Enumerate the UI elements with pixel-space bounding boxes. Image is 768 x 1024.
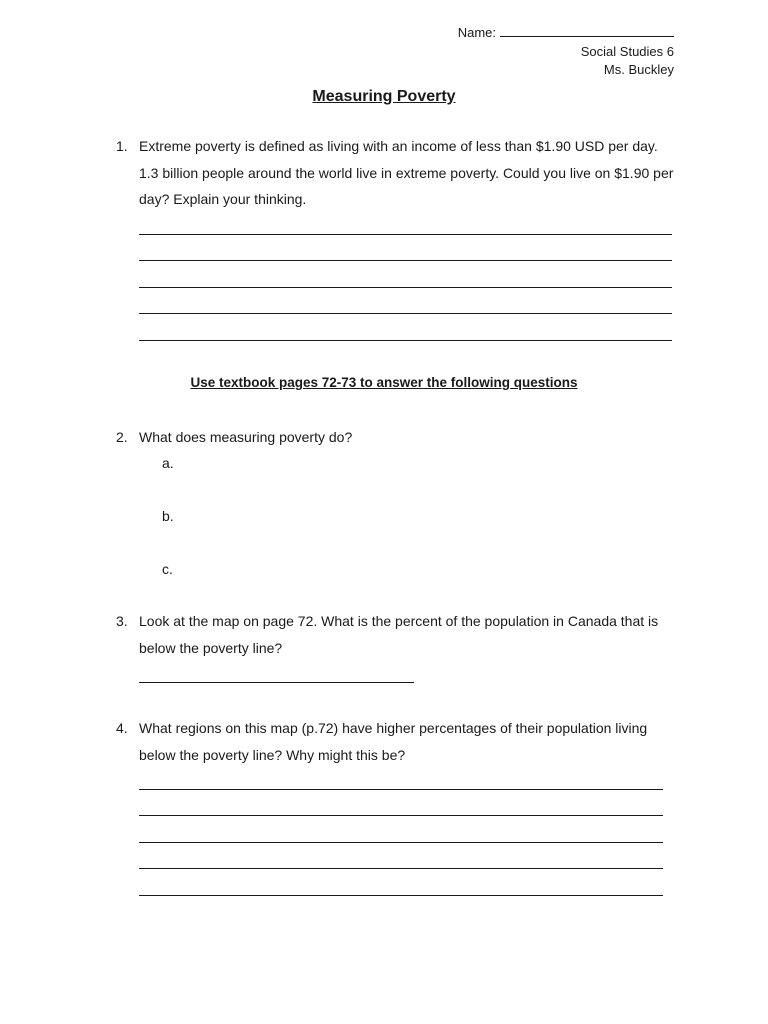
header-block (458, 24, 674, 80)
answer-line[interactable] (139, 208, 672, 235)
sub-item-b: b. (162, 508, 174, 524)
question-text: Look at the map on page 72. What is the percent of the population in Canada that is below the poverty line? (139, 613, 659, 656)
question-number: 2. (116, 429, 128, 445)
name-blank[interactable] (500, 24, 674, 37)
answer-line[interactable] (139, 235, 672, 262)
course-label: Social Studies 6 (580, 43, 674, 59)
question-2 (116, 424, 676, 451)
sub-item-c: c. (162, 561, 173, 577)
answer-line[interactable] (139, 843, 663, 870)
question-3 (116, 608, 676, 661)
answer-line[interactable] (139, 816, 663, 843)
teacher-label: Ms. Buckley (603, 62, 674, 77)
answer-line[interactable] (139, 869, 663, 896)
question-text: What regions on this map (p.72) have higher percentages of their population living below the poverty line? Why might this be? (139, 720, 648, 763)
question-text: What does measuring poverty do? (139, 429, 353, 445)
answer-line[interactable] (139, 763, 663, 790)
name-label: Name: (457, 25, 496, 40)
answer-line[interactable] (139, 261, 672, 288)
answer-line[interactable] (139, 656, 414, 683)
answer-line[interactable] (139, 790, 663, 817)
instruction-text: Use textbook pages 72-73 to answer the following questions (190, 375, 578, 390)
page-title: Measuring Poverty (312, 88, 456, 105)
sub-item-a: a. (162, 455, 174, 471)
answer-line[interactable] (139, 288, 672, 315)
question-number: 3. (116, 613, 128, 629)
answer-lines-q3 (139, 656, 414, 683)
name-row (458, 24, 674, 43)
question-number: 4. (116, 720, 128, 736)
answer-lines-q1 (139, 208, 672, 341)
question-text: Extreme poverty is defined as living with an income of less than $1.90 USD per day. 1.3 billion people around the world live in extreme poverty. Could you live on $1.90 per day? Explain your thinking. (139, 138, 674, 207)
answer-line[interactable] (139, 314, 672, 341)
answer-lines-q4 (139, 763, 663, 896)
question-number: 1. (116, 138, 128, 154)
question-1 (116, 133, 676, 213)
question-4 (116, 715, 676, 768)
